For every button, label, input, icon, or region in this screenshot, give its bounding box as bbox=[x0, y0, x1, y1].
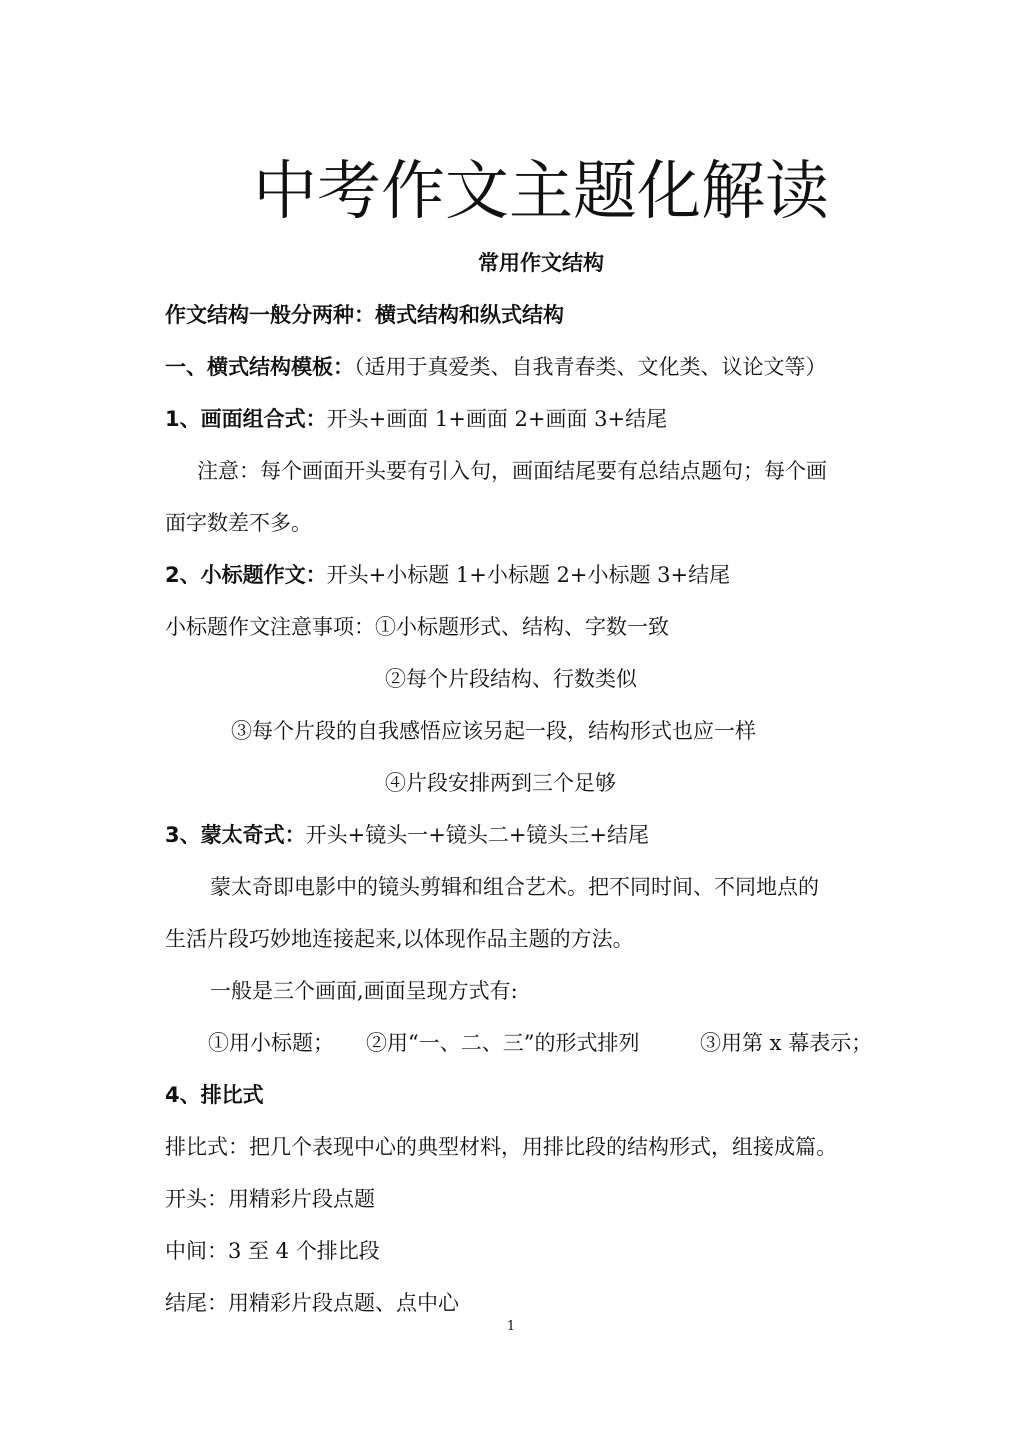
item3-text: 开头+镜头一+镜头二+镜头三+结尾 bbox=[305, 823, 650, 847]
item1-text: 开头+画面 1+画面 2+画面 3+结尾 bbox=[326, 407, 668, 431]
item2-point1: ①小标题形式、结构、字数一致 bbox=[375, 615, 669, 639]
item2-point2: ②每个片段结构、行数类似 bbox=[385, 667, 637, 691]
item4-ending: 结尾：用精彩片段点题、点中心 bbox=[165, 1291, 459, 1315]
item3-line bbox=[165, 820, 649, 850]
item1-note-line1: 注意：每个画面开头要有引入句，画面结尾要有总结点题句；每个画 bbox=[197, 459, 827, 483]
item2-points-line bbox=[165, 612, 669, 642]
section1-line bbox=[165, 352, 827, 382]
item1-heading: 1、画面组合式： bbox=[165, 407, 327, 431]
item2-point3: ③每个片段的自我感悟应该另起一段，结构形式也应一样 bbox=[231, 719, 756, 743]
item2-text: 开头+小标题 1+小标题 2+小标题 3+结尾 bbox=[326, 563, 731, 587]
section1-heading: 一、横式结构模板： bbox=[165, 355, 354, 379]
item3-heading: 3、蒙太奇式： bbox=[165, 823, 306, 847]
item2-points-label: 小标题作文注意事项： bbox=[165, 615, 375, 639]
section1-note: （适用于真爱类、自我青春类、文化类、议论文等） bbox=[354, 355, 827, 379]
item2-point4: ④片段安排两到三个足够 bbox=[385, 771, 616, 795]
item2-line bbox=[165, 560, 730, 590]
item1-line bbox=[165, 404, 667, 434]
item4-middle: 中间：3 至 4 个排比段 bbox=[165, 1239, 380, 1263]
item3-desc-line1: 蒙太奇即电影中的镜头剪辑和组合艺术。把不同时间、不同地点的 bbox=[210, 875, 819, 899]
page-number: 1 bbox=[506, 1319, 516, 1334]
item3-way3: ③用第 x 幕表示； bbox=[700, 1031, 873, 1055]
page-subtitle: 常用作文结构 bbox=[478, 251, 604, 275]
item1-note-line2: 面字数差不多。 bbox=[165, 511, 312, 535]
item3-way2: ②用“一、二、三”的形式排列 bbox=[366, 1031, 640, 1055]
item4-opening: 开头：用精彩片段点题 bbox=[165, 1187, 375, 1211]
item2-heading: 2、小标题作文： bbox=[165, 563, 327, 587]
item3-desc-line2: 生活片段巧妙地连接起来,以体现作品主题的方法。 bbox=[165, 927, 634, 951]
item3-ways-intro: 一般是三个画面,画面呈现方式有: bbox=[210, 979, 518, 1003]
intro-heading: 作文结构一般分两种：横式结构和纵式结构 bbox=[165, 303, 564, 327]
item3-way1: ①用小标题； bbox=[208, 1031, 334, 1055]
page-title: 中考作文主题化解读 bbox=[253, 155, 829, 229]
item4-heading: 4、排比式 bbox=[165, 1083, 264, 1107]
item4-definition: 排比式：把几个表现中心的典型材料，用排比段的结构形式，组接成篇。 bbox=[165, 1135, 837, 1159]
